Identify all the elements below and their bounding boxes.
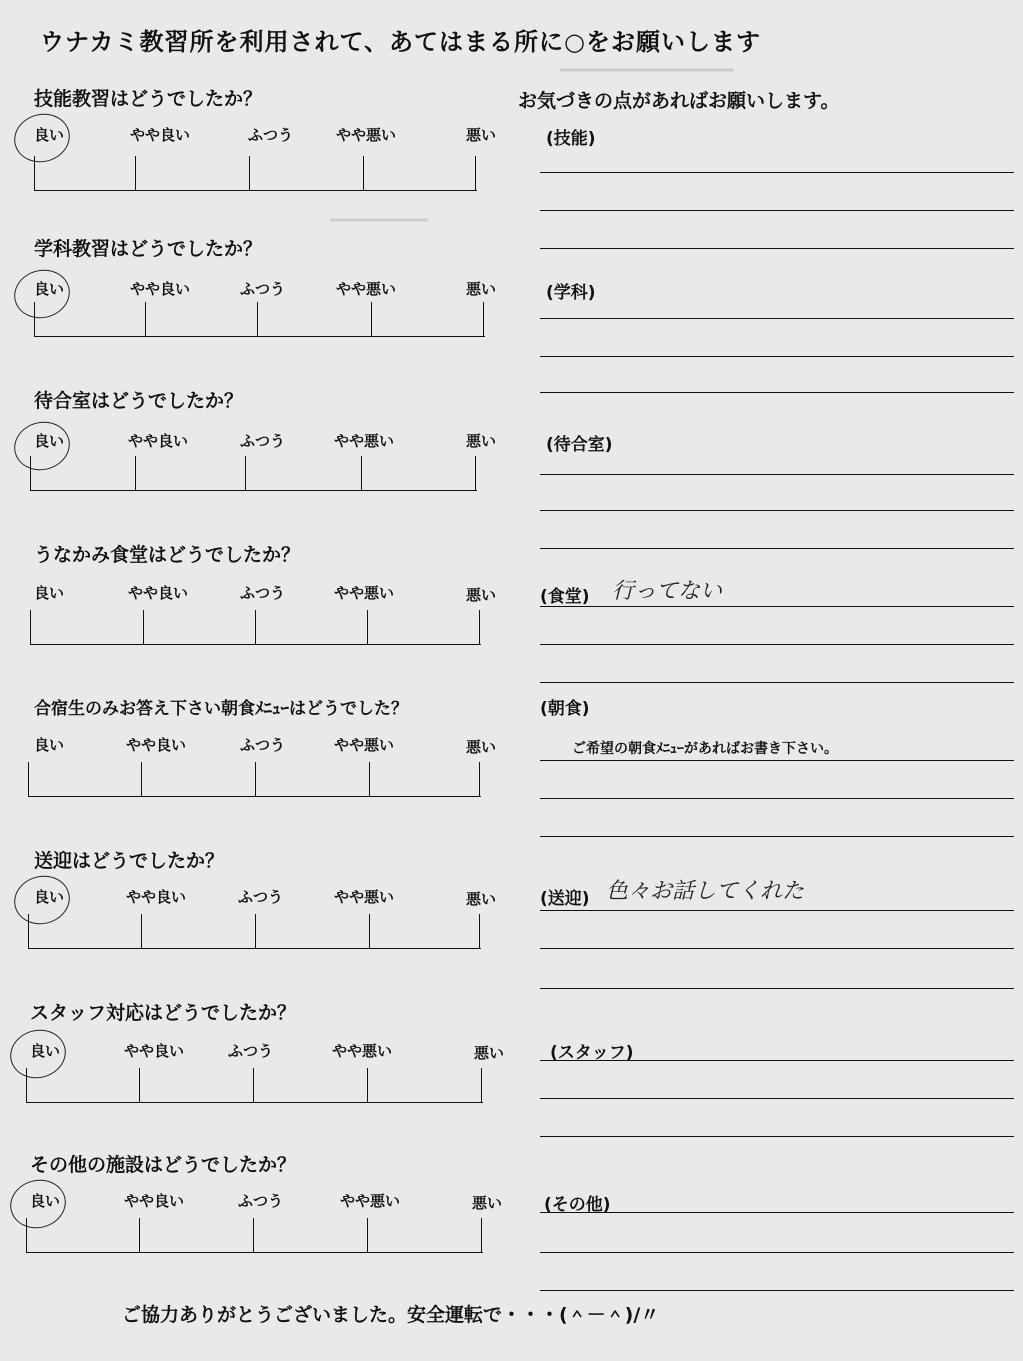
comment-line[interactable] [540,1098,1014,1099]
comment-line[interactable] [540,392,1014,393]
option-bad[interactable]: 悪い [466,738,497,756]
comment-line[interactable] [540,1212,1014,1213]
option-good[interactable]: 良い [34,432,65,450]
option-average[interactable]: ふつう [240,584,286,602]
comment-line[interactable] [540,248,1014,249]
option-good[interactable]: 良い [34,280,65,298]
comment-line[interactable] [540,1252,1014,1253]
breakfast-menu-note: ご希望の朝食ﾒﾆｭｰがあればお書き下さい。 [572,741,838,757]
option-fairly-bad[interactable]: やや悪い [334,584,395,602]
option-good[interactable]: 良い [30,1042,61,1060]
option-fairly-bad[interactable]: やや悪い [334,736,395,754]
comment-line[interactable] [540,548,1014,549]
comment-line[interactable] [540,644,1014,645]
notes-header: お気づきの点があればお願いします。 [518,90,840,112]
rating-scale [26,1068,483,1103]
comment-line[interactable] [540,318,1014,319]
comment-line[interactable] [540,1136,1014,1137]
comment-category: (待合室) [546,435,613,455]
footer-thanks: ご協力ありがとうございました。安全運転で・・・(＾－＾)/〃 [122,1304,660,1326]
option-fairly-bad[interactable]: やや悪い [336,280,397,298]
option-good[interactable]: 良い [34,736,65,754]
comment-category: (送迎) [540,889,590,909]
question-title: 合宿生のみお答え下さい朝食ﾒﾆｭｰはどうでした？ [34,699,408,719]
comment-line[interactable] [540,1060,1014,1061]
rating-scale [30,456,477,491]
option-bad[interactable]: 悪い [474,1044,505,1062]
rating-scale [34,156,477,191]
comment-line[interactable] [540,836,1014,837]
rating-scale [34,302,485,337]
option-average[interactable]: ふつう [238,888,284,906]
comment-category: (朝食) [540,699,590,719]
comment-line[interactable] [540,1290,1014,1291]
rating-scale [30,610,481,645]
option-fairly-good[interactable]: やや良い [126,888,187,906]
option-fairly-good[interactable]: やや良い [130,280,191,298]
option-fairly-good[interactable]: やや良い [128,584,189,602]
option-fairly-bad[interactable]: やや悪い [334,432,395,450]
comment-line[interactable] [540,210,1014,211]
comment-line[interactable] [540,682,1014,683]
question-title: 学科教習はどうでしたか？ [34,238,263,260]
comment-category: (学科) [546,283,596,303]
option-average[interactable]: ふつう [240,736,286,754]
rating-scale [26,1218,483,1253]
comment-line[interactable] [540,172,1014,173]
comment-line[interactable] [540,606,1014,607]
handwritten-comment: 行ってない [612,579,723,604]
option-bad[interactable]: 悪い [466,890,497,908]
bleed-through-text: ━━━━━━━━━━━━━━━━ [560,60,734,81]
question-title: 待合室はどうでしたか？ [34,390,244,412]
option-fairly-bad[interactable]: やや悪い [332,1042,393,1060]
option-fairly-good[interactable]: やや良い [124,1042,185,1060]
comment-category: (技能) [546,129,596,149]
option-average[interactable]: ふつう [240,432,286,450]
option-average[interactable]: ふつう [228,1042,274,1060]
comment-line[interactable] [540,760,1014,761]
comment-line[interactable] [540,474,1014,475]
rating-scale [28,914,481,949]
option-bad[interactable]: 悪い [466,126,497,144]
option-good[interactable]: 良い [30,1192,61,1210]
comment-line[interactable] [540,948,1014,949]
comment-line[interactable] [540,988,1014,989]
option-good[interactable]: 良い [34,126,65,144]
option-bad[interactable]: 悪い [466,586,497,604]
bleed-through-text: ━━━━━━━━━ [330,210,428,231]
option-fairly-good[interactable]: やや良い [128,432,189,450]
option-fairly-good[interactable]: やや良い [130,126,191,144]
question-title: 技能教習はどうでしたか？ [34,88,263,110]
option-good[interactable]: 良い [34,584,65,602]
comment-category: (食堂) [540,587,590,607]
option-good[interactable]: 良い [34,888,65,906]
option-bad[interactable]: 悪い [466,432,497,450]
option-average[interactable]: ふつう [240,280,286,298]
comment-line[interactable] [540,910,1014,911]
comment-category: (その他) [544,1195,611,1215]
question-title: 送迎はどうでしたか？ [34,850,225,872]
handwritten-comment: 色々お話してくれた [606,879,805,904]
option-fairly-good[interactable]: やや良い [124,1192,185,1210]
comment-line[interactable] [540,798,1014,799]
option-bad[interactable]: 悪い [472,1194,503,1212]
option-bad[interactable]: 悪い [466,280,497,298]
comment-line[interactable] [540,356,1014,357]
option-fairly-good[interactable]: やや良い [126,736,187,754]
form-title: ウナカミ教習所を利用されて、あてはまる所に○をお願いします [40,28,761,56]
option-fairly-bad[interactable]: やや悪い [340,1192,401,1210]
question-title: その他の施設はどうでしたか？ [30,1154,297,1176]
comment-category: (スタッフ) [550,1043,634,1063]
option-average[interactable]: ふつう [238,1192,284,1210]
option-fairly-bad[interactable]: やや悪い [334,888,395,906]
rating-scale [28,762,481,797]
question-title: スタッフ対応はどうでしたか？ [30,1002,297,1024]
option-fairly-bad[interactable]: やや悪い [336,126,397,144]
option-average[interactable]: ふつう [248,126,294,144]
comment-line[interactable] [540,510,1014,511]
question-title: うなかみ食堂はどうでしたか？ [34,544,301,566]
